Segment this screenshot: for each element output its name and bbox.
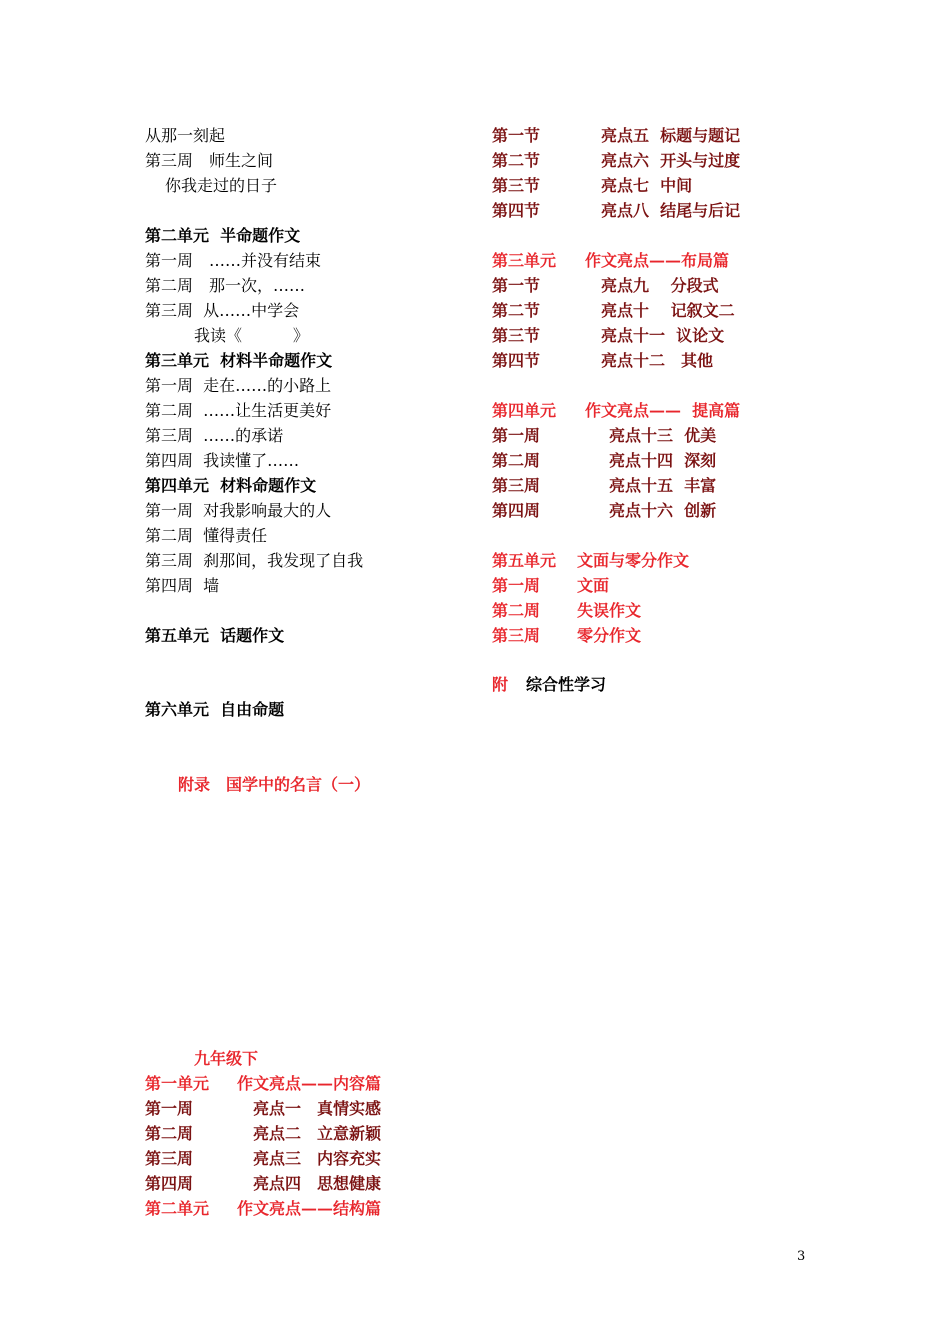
toc-line: 第二周 懂得责任 xyxy=(145,526,268,545)
row-text: 作文亮点——结构篇 xyxy=(237,1199,382,1218)
row-text: 亮点十 记叙文二 xyxy=(601,301,735,320)
row-text: 失误作文 xyxy=(577,601,642,620)
toc-line: 第六单元 自由命题 xyxy=(145,700,285,719)
row-text: 亮点二 立意新颖 xyxy=(253,1124,382,1143)
row-label: 第四周 xyxy=(492,501,541,520)
toc-line: 第四单元 材料命题作文 xyxy=(145,476,317,495)
toc-row xyxy=(492,401,792,421)
row-label: 第一节 xyxy=(492,126,541,145)
toc-row xyxy=(492,251,792,271)
toc-line: 第四周 墙 xyxy=(145,576,220,595)
row-label: 第三节 xyxy=(492,326,541,345)
toc-line: 第四周 我读懂了…… xyxy=(145,451,300,470)
toc-line: 第二周 那一次，…… xyxy=(145,276,306,295)
toc-line: 从那一刻起 xyxy=(145,126,226,145)
row-text: 亮点十五 丰富 xyxy=(609,476,717,495)
toc-line: 第三周 刹那间，我发现了自我 xyxy=(145,551,364,570)
row-label: 第三周 xyxy=(492,626,541,645)
grade-toc-row xyxy=(145,1149,405,1169)
toc-line: 第三周 从……中学会 xyxy=(145,301,300,320)
toc-row xyxy=(492,451,792,471)
toc-line: 第二单元 半命题作文 xyxy=(145,226,301,245)
row-label: 第三节 xyxy=(492,176,541,195)
row-text: 作文亮点—— 提高篇 xyxy=(585,401,741,420)
row-label: 第一单元 xyxy=(145,1074,210,1093)
row-label: 第一周 xyxy=(492,426,541,445)
toc-row xyxy=(492,426,792,446)
grade-toc-row xyxy=(145,1124,405,1144)
appendix-text: 综合性学习 xyxy=(526,675,607,694)
toc-line: 第一周 对我影响最大的人 xyxy=(145,501,332,520)
row-label: 第二周 xyxy=(492,451,541,470)
toc-line: 第二周 ……让生活更美好 xyxy=(145,401,332,420)
row-label: 第二节 xyxy=(492,151,541,170)
toc-row xyxy=(492,476,792,496)
row-text: 亮点五 标题与题记 xyxy=(601,126,741,145)
grade-toc-row xyxy=(145,1174,405,1194)
toc-row xyxy=(492,601,792,621)
toc-row xyxy=(492,551,792,571)
toc-line: 第五单元 话题作文 xyxy=(145,626,285,645)
row-text: 作文亮点——布局篇 xyxy=(585,251,730,270)
row-label: 第四节 xyxy=(492,201,541,220)
row-text: 亮点八 结尾与后记 xyxy=(601,201,741,220)
toc-row xyxy=(492,326,792,346)
toc-row xyxy=(492,501,792,521)
appendix-label: 附 xyxy=(492,675,509,694)
toc-line: 第三周 ……的承诺 xyxy=(145,426,284,445)
row-label: 第二周 xyxy=(492,601,541,620)
row-text: 文面 xyxy=(577,576,610,595)
row-text: 文面与零分作文 xyxy=(577,551,690,570)
toc-row xyxy=(492,301,792,321)
row-label: 第四节 xyxy=(492,351,541,370)
row-label: 第二周 xyxy=(145,1124,194,1143)
row-label: 第三周 xyxy=(145,1149,194,1168)
grade-toc-row xyxy=(145,1074,405,1094)
row-label: 第三单元 xyxy=(492,251,557,270)
row-text: 零分作文 xyxy=(577,626,642,645)
row-label: 第四周 xyxy=(145,1174,194,1193)
toc-row xyxy=(492,351,792,371)
toc-row xyxy=(492,276,792,296)
row-label: 第四单元 xyxy=(492,401,557,420)
toc-row xyxy=(492,576,792,596)
toc-line: 附录 国学中的名言（一） xyxy=(178,775,371,794)
row-label: 第二单元 xyxy=(145,1199,210,1218)
row-text: 亮点九 分段式 xyxy=(601,276,719,295)
toc-row xyxy=(492,626,792,646)
row-text: 亮点四 思想健康 xyxy=(253,1174,382,1193)
toc-line: 我读《 》 xyxy=(194,326,309,345)
row-text: 亮点十六 创新 xyxy=(609,501,717,520)
row-text: 亮点十一 议论文 xyxy=(601,326,725,345)
toc-row xyxy=(492,201,792,221)
appendix-right xyxy=(492,675,692,695)
row-label: 第二节 xyxy=(492,301,541,320)
grade-toc-row xyxy=(145,1199,405,1219)
row-text: 亮点十四 深刻 xyxy=(609,451,717,470)
toc-row xyxy=(492,151,792,171)
toc-line: 第三周 师生之间 xyxy=(145,151,274,170)
row-text: 作文亮点——内容篇 xyxy=(237,1074,382,1093)
grade-title: 九年级下 xyxy=(194,1049,259,1068)
toc-row xyxy=(492,126,792,146)
row-text: 亮点十二 其他 xyxy=(601,351,714,370)
row-label: 第一周 xyxy=(492,576,541,595)
row-label: 第一节 xyxy=(492,276,541,295)
page-number: 3 xyxy=(797,1249,806,1264)
toc-line: 第一周 走在……的小路上 xyxy=(145,376,332,395)
row-text: 亮点一 真情实感 xyxy=(253,1099,382,1118)
row-label: 第一周 xyxy=(145,1099,194,1118)
row-text: 亮点七 中间 xyxy=(601,176,693,195)
row-text: 亮点三 内容充实 xyxy=(253,1149,382,1168)
toc-line: 第一周 ……并没有结束 xyxy=(145,251,322,270)
row-label: 第三周 xyxy=(492,476,541,495)
toc-row xyxy=(492,176,792,196)
grade-toc-row xyxy=(145,1099,405,1119)
row-text: 亮点十三 优美 xyxy=(609,426,717,445)
toc-line: 第三单元 材料半命题作文 xyxy=(145,351,333,370)
toc-line: 你我走过的日子 xyxy=(165,176,278,195)
row-text: 亮点六 开头与过度 xyxy=(601,151,741,170)
row-label: 第五单元 xyxy=(492,551,557,570)
